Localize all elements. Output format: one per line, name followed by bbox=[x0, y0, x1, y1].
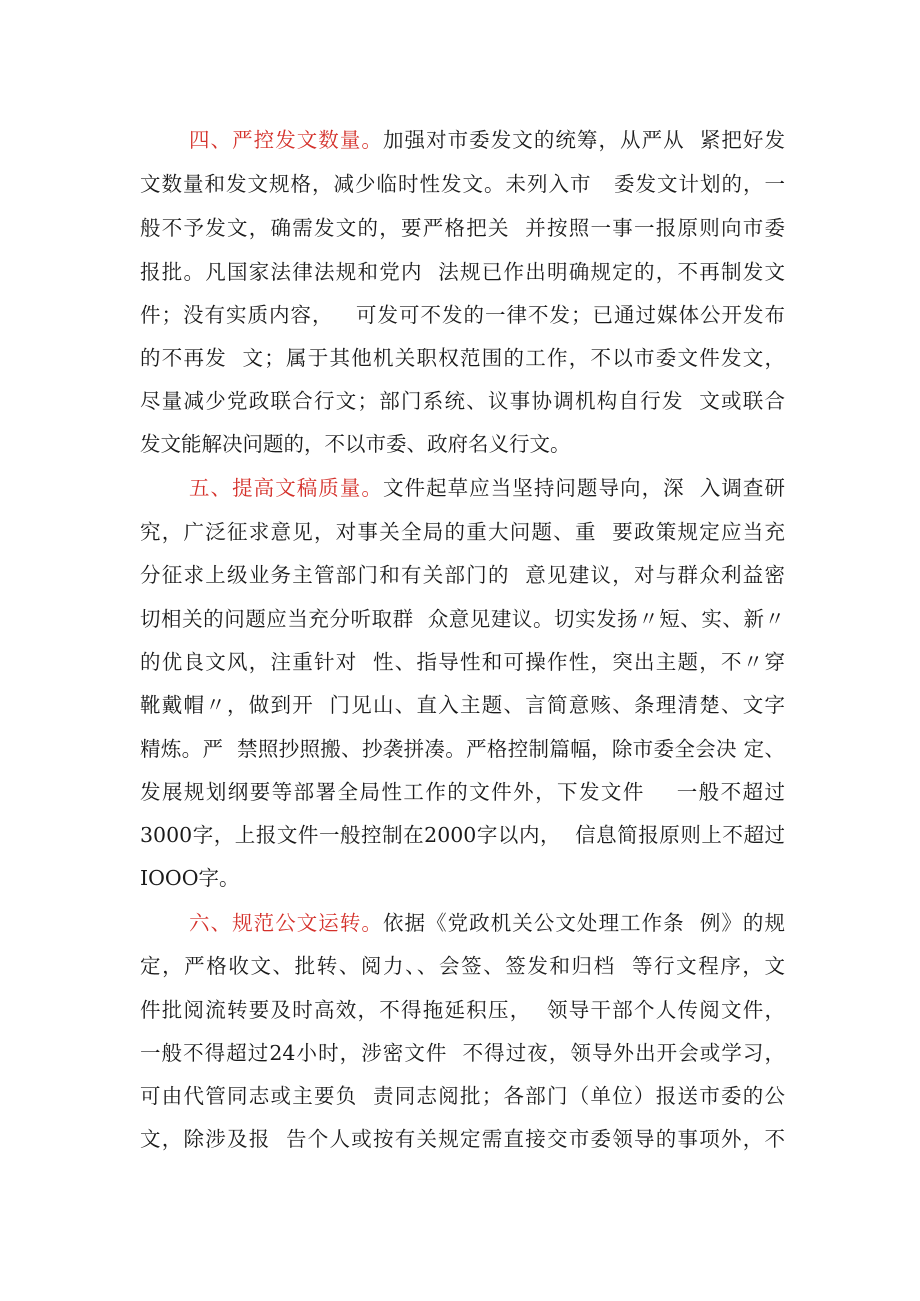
section-5-text: 文件起草应当坚持问题导向，深 入调查研 bbox=[382, 476, 785, 500]
paragraph-line: 精炼。严 禁照抄照搬、抄袭拼凑。严格控制篇幅，除市委全会决 定、 bbox=[140, 737, 785, 761]
section-6-text: 依据《党政机关公文处理工作条 例》的规 bbox=[382, 911, 785, 935]
paragraph-line: IOOO字。 bbox=[140, 866, 240, 890]
paragraph-line: 定，严格收文、批转、阅力、、会签、签发和归档 等行文程序，文 bbox=[140, 954, 785, 978]
paragraph-line: 一般不得超过24小时，涉密文件 不得过夜，领导外出开会或学习， bbox=[140, 1041, 785, 1065]
section-4-heading: 四、严控发文数量。 bbox=[189, 128, 383, 152]
section-6-heading: 六、规范公文运转。 bbox=[189, 911, 383, 935]
paragraph-line: 可由代管同志或主要负 责同志阅批；各部门（单位）报送市委的公 bbox=[140, 1084, 785, 1108]
paragraph-line: 的不再发 文；属于其他机关职权范围的工作，不以市委文件发文， bbox=[140, 346, 785, 370]
section-5-line-1 bbox=[189, 468, 785, 508]
paragraph-line: 3000字，上报文件一般控制在2000字以内， 信息简报原则上不超过 bbox=[140, 823, 785, 847]
paragraph-line: 般不予发文，确需发文的，要严格把关 并按照一事一报原则向市委 bbox=[140, 216, 785, 240]
paragraph-line: 究，广泛征求意见，对事关全局的重大问题、重 要政策规定应当充 bbox=[140, 520, 785, 544]
paragraph-line: 分征求上级业务主管部门和有关部门的 意见建议，对与群众利益密 bbox=[140, 563, 785, 587]
section-4-text: 加强对市委发文的统筹，从严从 紧把好发 bbox=[382, 128, 785, 152]
paragraph-line: 文数量和发文规格，减少临时性发文。未列入市 委发文计划的，一 bbox=[140, 172, 785, 196]
paragraph-line: 的优良文风，注重针对 性、指导性和可操作性，突出主题，不〃穿 bbox=[140, 650, 785, 674]
paragraph-line: 报批。凡国家法律法规和党内 法规已作出明确规定的，不再制发文 bbox=[140, 260, 785, 284]
paragraph-line: 靴戴帽〃，做到开 门见山、直入主题、言简意赅、条理清楚、文字 bbox=[140, 693, 785, 717]
paragraph-line: 文，除涉及报 告个人或按有关规定需直接交市委领导的事项外，不 bbox=[140, 1127, 785, 1151]
section-5-heading: 五、提高文稿质量。 bbox=[189, 476, 383, 500]
paragraph-line: 发展规划纲要等部署全局性工作的文件外，下发文件 一般不超过 bbox=[140, 780, 785, 804]
paragraph-line: 尽量减少党政联合行文；部门系统、议事协调机构自行发 文或联合 bbox=[140, 389, 785, 413]
paragraph-line: 切相关的问题应当充分听取群 众意见建议。切实发扬〃短、实、新〃 bbox=[140, 607, 785, 631]
paragraph-line: 件；没有实质内容， 可发可不发的一律不发；已通过媒体公开发布 bbox=[140, 303, 785, 327]
section-6-line-1 bbox=[189, 903, 785, 943]
section-4-line-1 bbox=[189, 120, 785, 160]
paragraph-line: 件批阅流转要及时高效，不得拖延积压， 领导干部个人传阅文件， bbox=[140, 998, 785, 1022]
paragraph-line: 发文能解决问题的，不以市委、政府名义行文。 bbox=[140, 432, 571, 456]
